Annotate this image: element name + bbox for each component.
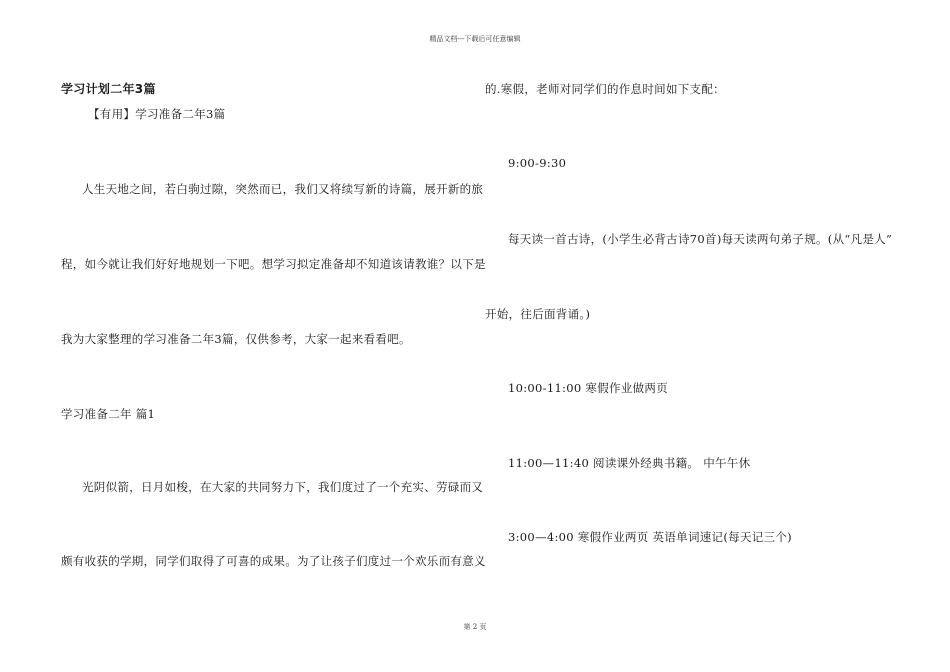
document-title: 学习计划二年3篇 xyxy=(61,82,156,96)
paragraph-line: 颇有收获的学期，同学们取得了可喜的成果。为了让孩子们度过一个欢乐而有意义 xyxy=(61,554,486,568)
schedule-item: 10:00-11:00 寒假作业做两页 xyxy=(508,381,669,395)
schedule-time: 9:00-9:30 xyxy=(508,156,567,170)
page-number: 第 2 页 xyxy=(463,623,487,631)
paragraph-line: 人生天地之间，若白驹过隙，突然而已，我们又将续写新的诗篇，展开新的旅 xyxy=(82,182,484,196)
paragraph-line: 开始，往后面背诵。) xyxy=(485,307,591,321)
schedule-item: 11:00—11:40 阅读课外经典书籍。 中午午休 xyxy=(508,456,751,470)
page-header: 精品文档---下载后可任意编辑 xyxy=(429,35,521,43)
paragraph-line: 光阴似箭，日月如梭，在大家的共同努力下，我们度过了一个充实、劳碌而又 xyxy=(82,480,484,494)
paragraph-line: 程，如今就让我们好好地规划一下吧。想学习拟定准备却不知道该请教谁？以下是 xyxy=(61,257,486,271)
section-heading: 学习准备二年 篇1 xyxy=(61,407,156,421)
paragraph-line: 的.寒假，老师对同学们的作息时间如下支配： xyxy=(485,82,725,96)
schedule-item: 3:00—4:00 寒假作业两页 英语单词速记(每天记三个) xyxy=(508,530,792,544)
paragraph-line: 每天读一首古诗，(小学生必背古诗70首)每天读两句弟子规。(从“凡是人” xyxy=(508,232,893,246)
paragraph-line: 我为大家整理的学习准备二年3篇，仅供参考，大家一起来看看吧。 xyxy=(61,332,411,346)
document-subtitle: 【有用】学习准备二年3篇 xyxy=(88,107,226,121)
